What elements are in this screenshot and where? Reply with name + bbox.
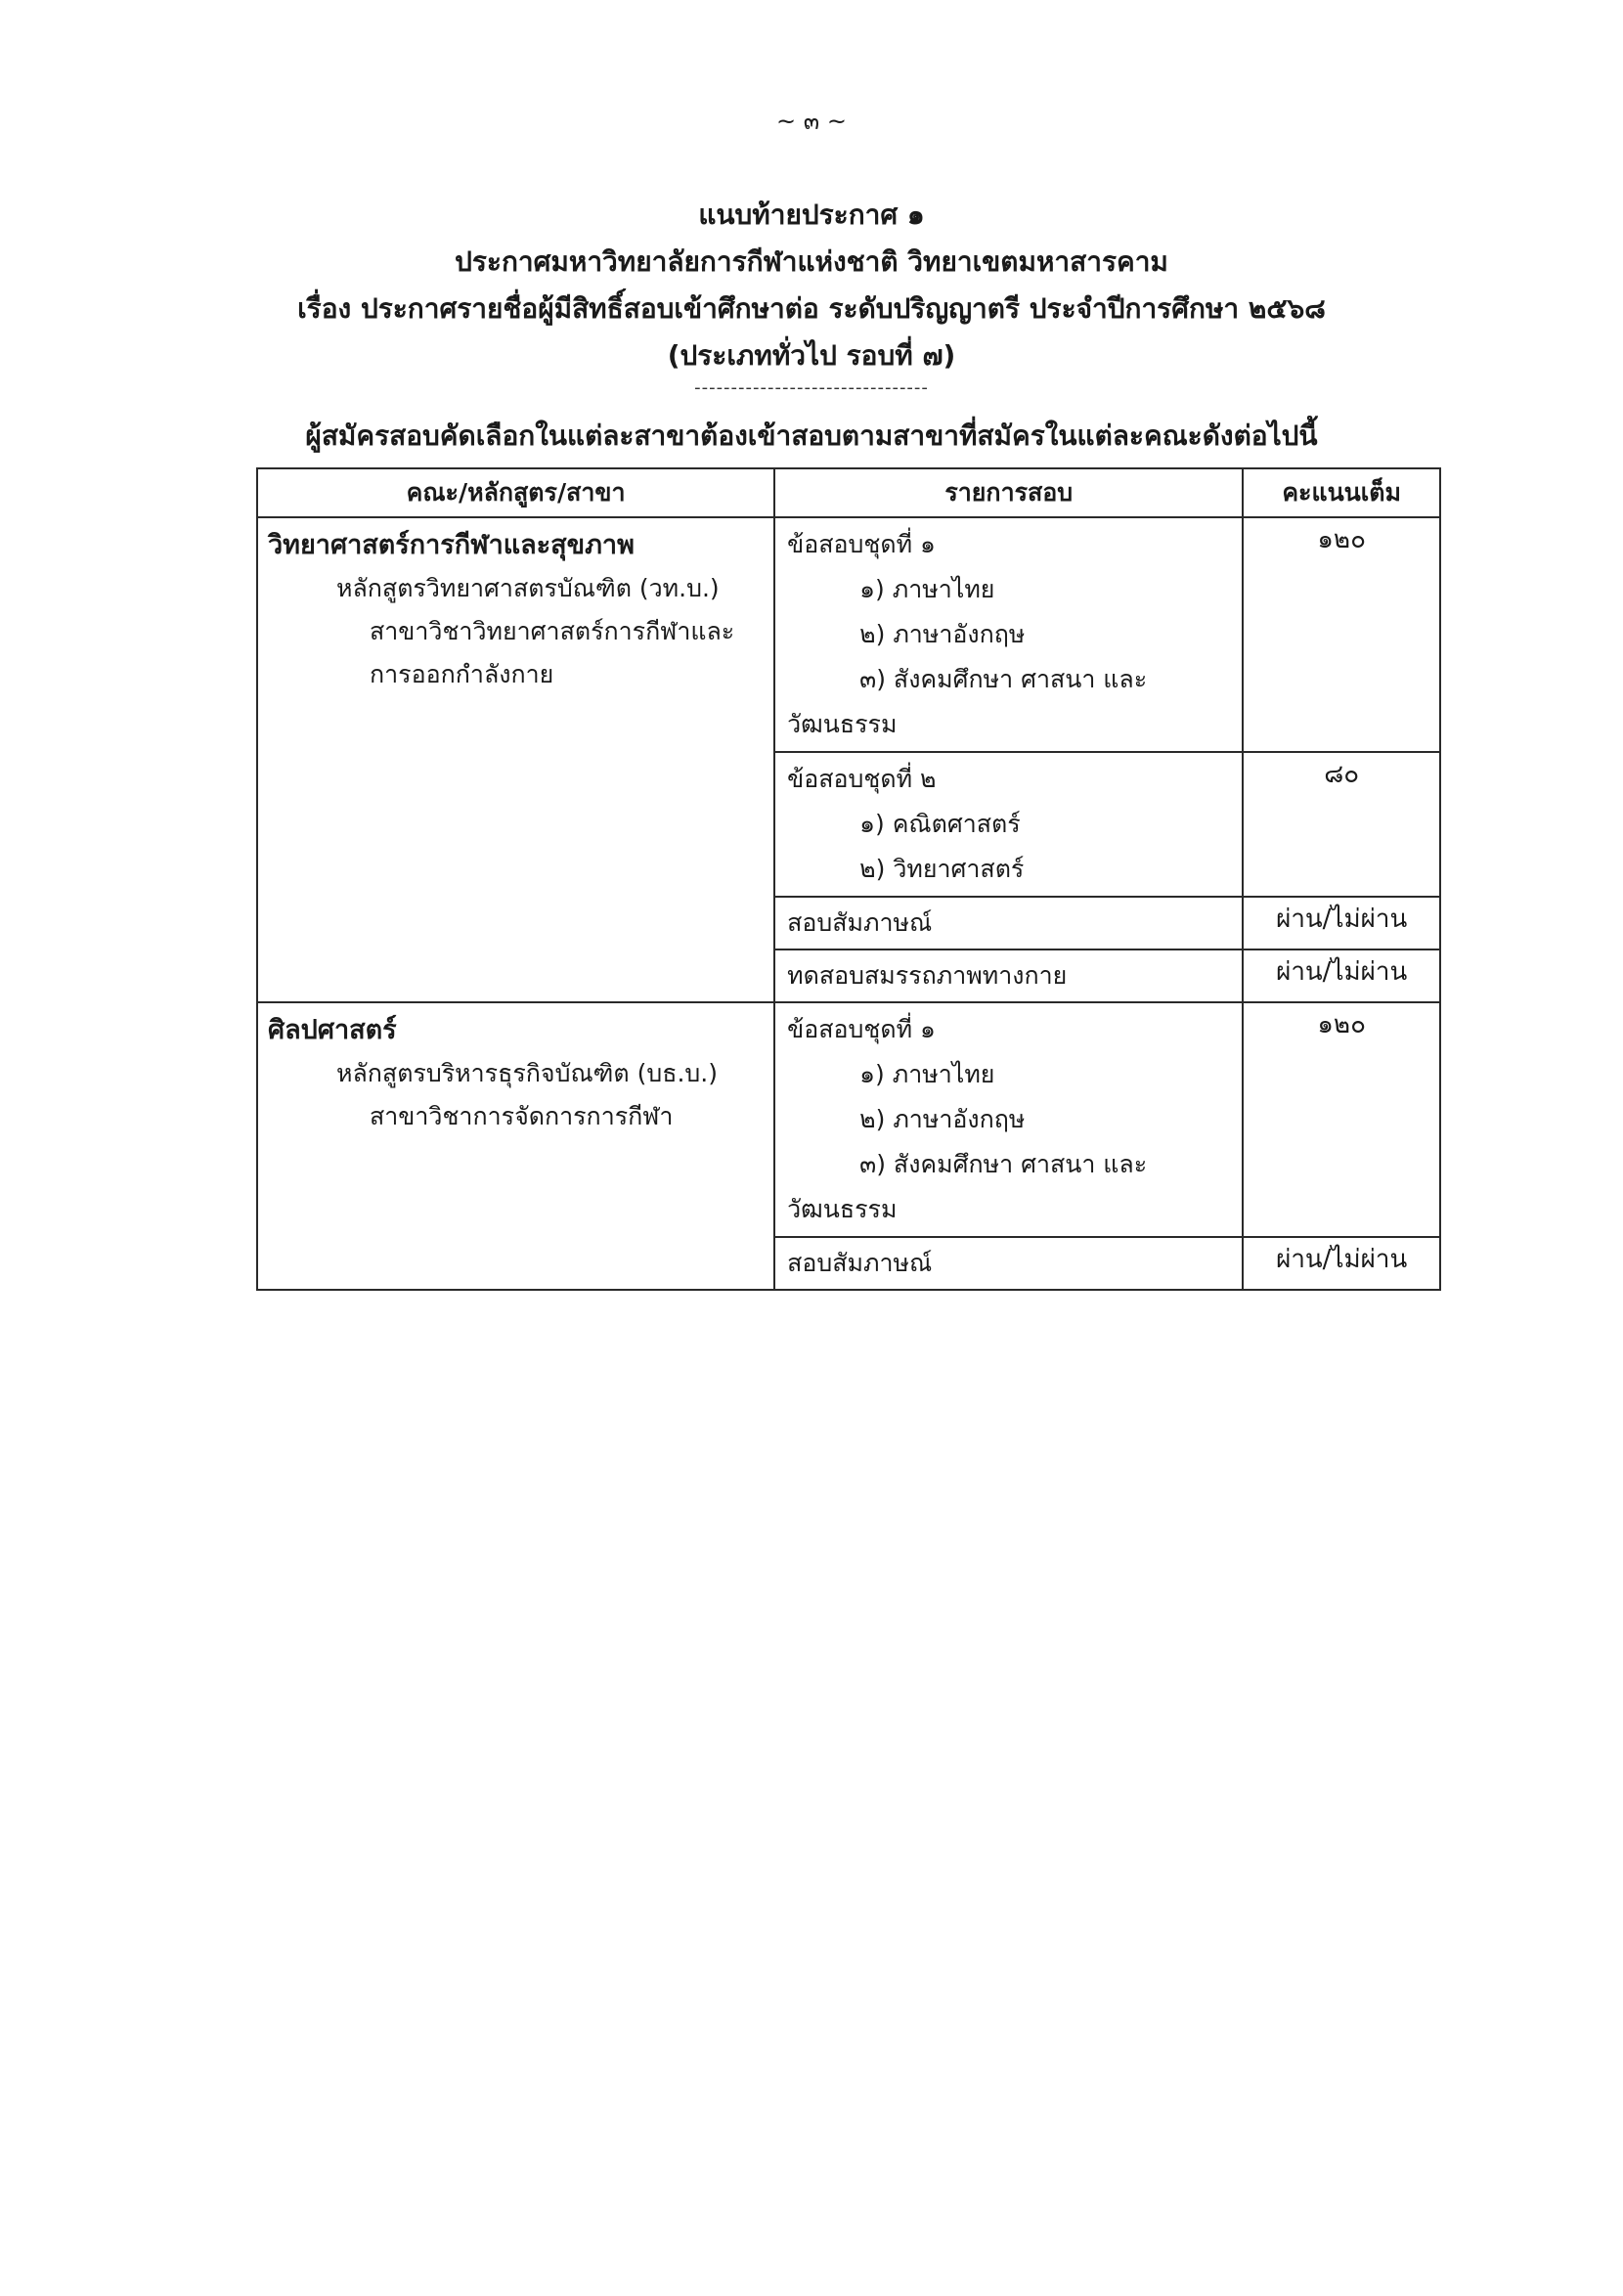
header-faculty: คณะ/หลักสูตร/สาขา bbox=[257, 468, 774, 517]
exam-interview: สอบสัมภาษณ์ bbox=[774, 897, 1243, 949]
exam-item: ๒) ภาษาอังกฤษ bbox=[859, 620, 1026, 648]
exam-table bbox=[256, 467, 1441, 1291]
score-cell: ผ่าน/ไม่ผ่าน bbox=[1243, 897, 1440, 949]
exam-set-1 bbox=[774, 517, 1243, 752]
exam-set-title: ข้อสอบชุดที่ ๑ bbox=[787, 530, 936, 558]
major-name-cont: การออกกำลังกาย bbox=[370, 660, 554, 688]
major-name: สาขาวิชาการจัดการการกีฬา bbox=[370, 1102, 674, 1130]
exam-item: ๑) ภาษาไทย bbox=[859, 1060, 995, 1088]
program-name: หลักสูตรบริหารธุรกิจบัณฑิต (บธ.บ.) bbox=[336, 1059, 718, 1087]
exam-fitness: ทดสอบสมรรถภาพทางกาย bbox=[774, 949, 1243, 1002]
table-header-row bbox=[257, 468, 1440, 517]
exam-item: ๑) คณิตศาสตร์ bbox=[859, 810, 1021, 838]
exam-item: ๑) ภาษาไทย bbox=[859, 575, 995, 603]
header-announcement-line: ประกาศมหาวิทยาลัยการกีฬาแห่งชาติ วิทยาเขตมหาสารคาม bbox=[455, 245, 1168, 278]
header-exam: รายการสอบ bbox=[774, 468, 1243, 517]
exam-item: ๒) วิทยาศาสตร์ bbox=[859, 855, 1025, 883]
major-name: สาขาวิชาวิทยาศาสตร์การกีฬาและ bbox=[370, 617, 735, 645]
exam-item-cont: วัฒนธรรม bbox=[787, 710, 898, 738]
exam-item: ๓) สังคมศึกษา ศาสนา และ bbox=[859, 1150, 1148, 1178]
instruction-text: ผู้สมัครสอบคัดเลือกในแต่ละสาขาต้องเข้าสอบตามสาขาที่สมัครในแต่ละคณะดังต่อไปนี้ bbox=[305, 419, 1318, 452]
program-name: หลักสูตรวิทยาศาสตรบัณฑิต (วท.บ.) bbox=[336, 574, 720, 602]
table-row bbox=[257, 1002, 1440, 1237]
faculty-name: ศิลปศาสตร์ bbox=[268, 1015, 397, 1045]
page-number: ~ ๓ ~ bbox=[776, 108, 847, 135]
header-round-line: (ประเภททั่วไป รอบที่ ๗) bbox=[667, 339, 956, 372]
exam-set-title: ข้อสอบชุดที่ ๑ bbox=[787, 1015, 936, 1043]
exam-set-1 bbox=[774, 1002, 1243, 1237]
score-cell: ๘๐ bbox=[1243, 752, 1440, 897]
header-divider: -------------------------------- bbox=[694, 377, 929, 398]
document-header bbox=[0, 192, 1623, 379]
score-cell: ผ่าน/ไม่ผ่าน bbox=[1243, 1237, 1440, 1290]
exam-item-cont: วัฒนธรรม bbox=[787, 1195, 898, 1223]
exam-set-2 bbox=[774, 752, 1243, 897]
score-cell: ๑๒๐ bbox=[1243, 517, 1440, 752]
faculty-cell-liberal-arts bbox=[257, 1002, 774, 1290]
header-score: คะแนนเต็ม bbox=[1243, 468, 1440, 517]
exam-item: ๓) สังคมศึกษา ศาสนา และ bbox=[859, 665, 1148, 693]
exam-item: ๒) ภาษาอังกฤษ bbox=[859, 1105, 1026, 1133]
score-cell: ๑๒๐ bbox=[1243, 1002, 1440, 1237]
header-attachment-line: แนบท้ายประกาศ ๑ bbox=[698, 199, 925, 231]
header-subject-line: เรื่อง ประกาศรายชื่อผู้มีสิทธิ์สอบเข้าศึกษาต่อ ระดับปริญญาตรี ประจำปีการศึกษา ๒๕๖๘ bbox=[297, 292, 1326, 325]
exam-interview: สอบสัมภาษณ์ bbox=[774, 1237, 1243, 1290]
faculty-cell-sports-science bbox=[257, 517, 774, 1002]
score-cell: ผ่าน/ไม่ผ่าน bbox=[1243, 949, 1440, 1002]
table-row bbox=[257, 517, 1440, 752]
exam-set-title: ข้อสอบชุดที่ ๒ bbox=[787, 765, 937, 793]
faculty-name: วิทยาศาสตร์การกีฬาและสุขภาพ bbox=[268, 530, 635, 560]
